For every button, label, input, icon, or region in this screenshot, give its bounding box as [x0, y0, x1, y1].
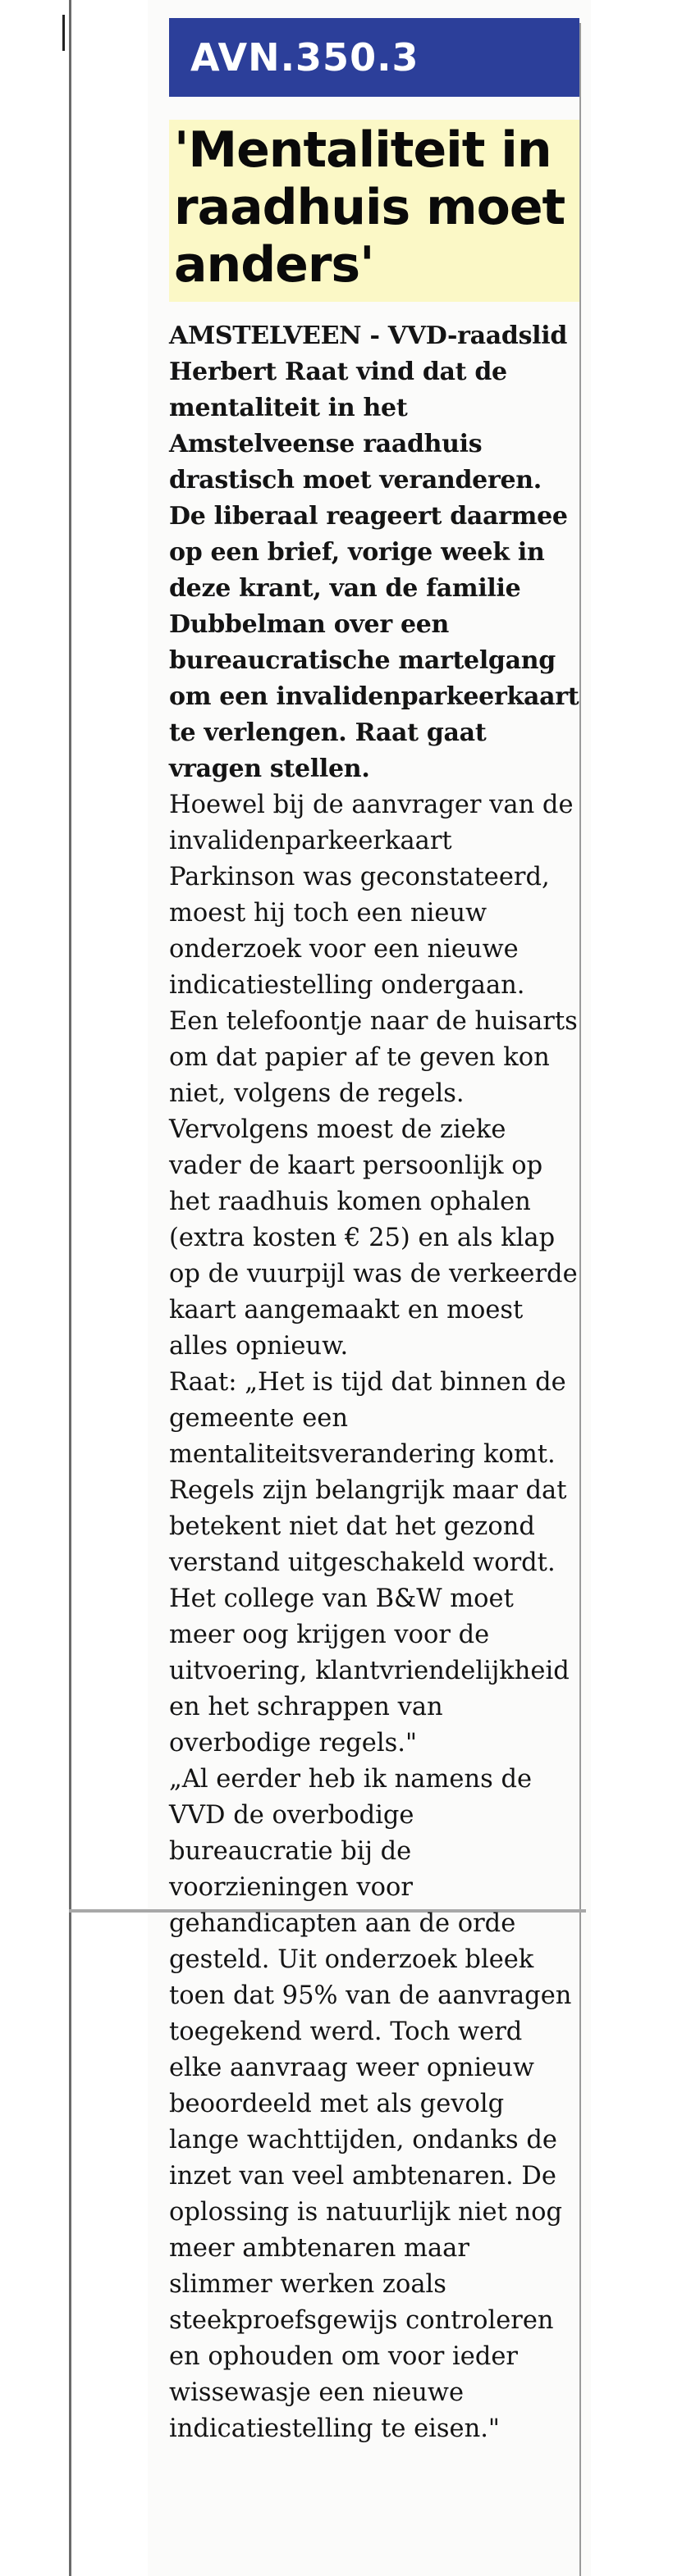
- body-paragraph: „Al eerder heb ik namens de VVD de overbodige bureaucratie bij de voorzieningen voor gehandicapten aan de orde gesteld. Uit onderzoek bleek toen dat 95% van de aanvragen toegekend werd. Toch werd elke aanvraag weer opnieuw beoordeeld met als gevolg lange wachttijden, ondanks de inzet van veel ambtenaren. De oplossing is natuurlijk niet nog meer ambtenaren maar slimmer werken zoals steekproefsgewijs controleren en ophouden om voor ieder wissewasje een nieuwe indicatiestelling te eisen.": [169, 1765, 572, 2443]
- headline-highlight: [169, 120, 579, 302]
- section-bar: [169, 18, 579, 97]
- scan-edge-left: [69, 0, 71, 2576]
- body-paragraph: Raat: „Het is tijd dat binnen de gemeente een mentaliteitsverandering komt. Regels zijn belangrijk maar dat betekent niet dat het gezond verstand uitgeschakeld wordt. Het college van B&W moet meer oog krijgen voor de uitvoering, klantvriendelijkheid en het schrappen van overbodige regels.": [169, 1368, 570, 1758]
- section-code: AVN.350.3: [190, 35, 419, 80]
- headline: 'Mentaliteit in raadhuis moet anders': [174, 121, 565, 294]
- body-paragraph: Hoewel bij de aanvrager van de invalidenparkeerkaart Parkinson was geconstateerd, moest hij toch een nieuw onderzoek voor een nieuwe indicatiestelling ondergaan. Een telefoontje naar de huisarts om dat papier af te geven kon niet, volgens de regels. Vervolgens moest de zieke vader de kaart persoonlijk op het raadhuis komen ophalen (extra kosten € 25) en als klap op de vuurpijl was de verkeerde kaart aangemaakt en moest alles opnieuw.: [169, 791, 578, 1361]
- scan-edge-mark: [62, 15, 65, 51]
- article-body: [169, 318, 579, 2447]
- article: [169, 18, 579, 2447]
- scan-edge-right: [579, 23, 581, 2576]
- lead-paragraph: AMSTELVEEN - VVD-raadslid Herbert Raat vind dat de mentaliteit in het Amstelveense raadhuis drastisch moet veranderen. De liberaal reageert daarmee op een brief, vorige week in deze krant, van de familie Dubbelman over een bureaucratische martelgang om een invalidenparkeerkaart te verlengen. Raat gaat vragen stellen.: [169, 321, 579, 783]
